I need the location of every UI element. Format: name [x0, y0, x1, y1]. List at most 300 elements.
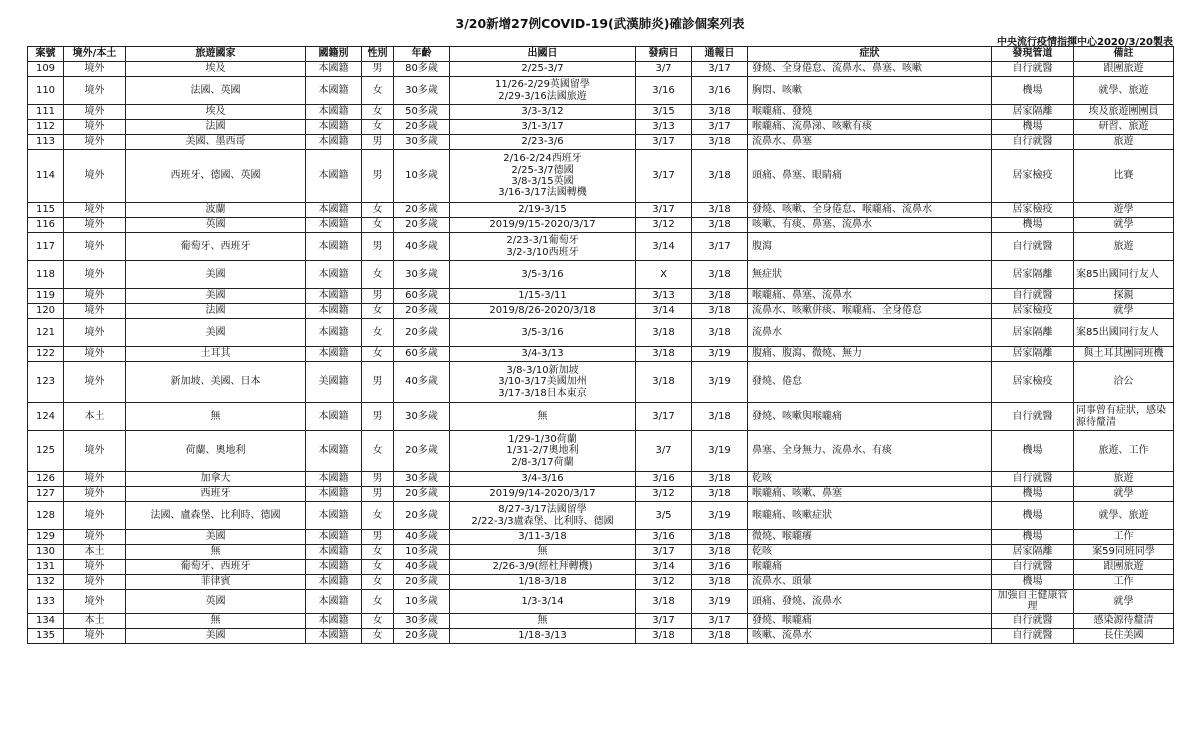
case-type: 境外 — [64, 362, 126, 403]
detection-channel: 機場 — [992, 431, 1074, 472]
onset-date: 3/13 — [636, 289, 692, 304]
case-number: 132 — [28, 575, 64, 590]
onset-date: 3/17 — [636, 135, 692, 150]
symptoms: 胸悶、咳嗽 — [748, 77, 992, 105]
detection-channel: 自行就醫 — [992, 472, 1074, 487]
detection-channel: 居家檢疫 — [992, 203, 1074, 218]
travel-countries: 葡萄牙、西班牙 — [126, 560, 306, 575]
case-number: 111 — [28, 105, 64, 120]
travel-dates: 2019/9/14-2020/3/17 — [450, 487, 636, 502]
nationality: 本國籍 — [306, 77, 362, 105]
remarks: 案85出國同行友人 — [1074, 261, 1174, 289]
table-row — [28, 218, 1174, 233]
table-row — [28, 289, 1174, 304]
case-number: 120 — [28, 304, 64, 319]
report-date: 3/19 — [692, 590, 748, 614]
symptoms: 發燒、喉嚨痛 — [748, 613, 992, 628]
table-source: 中央流行疫情指揮中心2020/3/20製表 — [996, 37, 1173, 48]
detection-channel: 機場 — [992, 218, 1074, 233]
case-number: 133 — [28, 590, 64, 614]
age: 40多歲 — [394, 560, 450, 575]
nationality: 本國籍 — [306, 62, 362, 77]
table-row — [28, 472, 1174, 487]
onset-date: 3/7 — [636, 62, 692, 77]
sex: 女 — [362, 261, 394, 289]
report-date: 3/18 — [692, 472, 748, 487]
case-number: 117 — [28, 233, 64, 261]
travel-dates: 2019/9/15-2020/3/17 — [450, 218, 636, 233]
case-type: 境外 — [64, 289, 126, 304]
sex: 男 — [362, 233, 394, 261]
case-number: 131 — [28, 560, 64, 575]
remarks: 遊學 — [1074, 203, 1174, 218]
case-type: 境外 — [64, 203, 126, 218]
remarks: 就學、旅遊 — [1074, 77, 1174, 105]
detection-channel: 居家檢疫 — [992, 304, 1074, 319]
age: 30多歲 — [394, 403, 450, 431]
travel-dates: 2/19-3/15 — [450, 203, 636, 218]
symptoms: 咳嗽、有痰、鼻塞、流鼻水 — [748, 218, 992, 233]
travel-dates: 3/5-3/16 — [450, 319, 636, 347]
table-row — [28, 62, 1174, 77]
table-row — [28, 233, 1174, 261]
onset-date: 3/17 — [636, 545, 692, 560]
remarks: 與土耳其團同班機 — [1074, 347, 1174, 362]
case-number: 113 — [28, 135, 64, 150]
table-row — [28, 431, 1174, 472]
case-type: 境外 — [64, 261, 126, 289]
table-row — [28, 261, 1174, 289]
case-number: 130 — [28, 545, 64, 560]
symptoms: 無症狀 — [748, 261, 992, 289]
age: 40多歲 — [394, 233, 450, 261]
remarks: 埃及旅遊團團員 — [1074, 105, 1174, 120]
report-date: 3/19 — [692, 362, 748, 403]
symptoms: 流鼻水 — [748, 319, 992, 347]
case-number: 129 — [28, 530, 64, 545]
detection-channel: 居家隔離 — [992, 545, 1074, 560]
onset-date: 3/5 — [636, 502, 692, 530]
remarks: 就學、旅遊 — [1074, 502, 1174, 530]
onset-date: 3/15 — [636, 105, 692, 120]
report-date: 3/18 — [692, 545, 748, 560]
onset-date: 3/17 — [636, 403, 692, 431]
travel-countries: 荷蘭、奧地利 — [126, 431, 306, 472]
symptoms: 發燒、咳嗽與喉嚨痛 — [748, 403, 992, 431]
remarks: 就學 — [1074, 590, 1174, 614]
case-number: 118 — [28, 261, 64, 289]
remarks: 就學 — [1074, 218, 1174, 233]
nationality: 本國籍 — [306, 261, 362, 289]
travel-countries: 新加坡、美國、日本 — [126, 362, 306, 403]
age: 20多歲 — [394, 487, 450, 502]
case-number: 109 — [28, 62, 64, 77]
age: 20多歲 — [394, 120, 450, 135]
table-row — [28, 120, 1174, 135]
sex: 女 — [362, 319, 394, 347]
case-type: 境外 — [64, 530, 126, 545]
sex: 男 — [362, 487, 394, 502]
case-type: 境外 — [64, 575, 126, 590]
travel-dates: 2019/8/26-2020/3/18 — [450, 304, 636, 319]
age: 30多歲 — [394, 135, 450, 150]
nationality: 本國籍 — [306, 545, 362, 560]
symptoms: 流鼻水、頭暈 — [748, 575, 992, 590]
travel-dates: 8/27-3/17法國留學 2/22-3/3盧森堡、比利時、德國 — [450, 502, 636, 530]
case-number: 135 — [28, 628, 64, 643]
symptoms: 流鼻水、咳嗽併痰、喉嚨痛、全身倦怠 — [748, 304, 992, 319]
nationality: 本國籍 — [306, 487, 362, 502]
travel-dates: 3/11-3/18 — [450, 530, 636, 545]
detection-channel: 機場 — [992, 77, 1074, 105]
sex: 女 — [362, 431, 394, 472]
travel-dates: 3/3-3/12 — [450, 105, 636, 120]
report-date: 3/18 — [692, 135, 748, 150]
case-number: 114 — [28, 150, 64, 203]
nationality: 本國籍 — [306, 560, 362, 575]
table-row — [28, 347, 1174, 362]
nationality: 本國籍 — [306, 233, 362, 261]
table-row — [28, 319, 1174, 347]
remarks: 旅遊 — [1074, 233, 1174, 261]
column-header: 出國日 — [450, 47, 636, 62]
age: 30多歲 — [394, 472, 450, 487]
symptoms: 喉嚨痛、流鼻涕、咳嗽有痰 — [748, 120, 992, 135]
age: 20多歲 — [394, 431, 450, 472]
sex: 女 — [362, 304, 394, 319]
symptoms: 微燒、喉嚨癢 — [748, 530, 992, 545]
case-type: 境外 — [64, 560, 126, 575]
case-number: 128 — [28, 502, 64, 530]
nationality: 本國籍 — [306, 289, 362, 304]
column-header: 性別 — [362, 47, 394, 62]
detection-channel: 自行就醫 — [992, 233, 1074, 261]
age: 20多歲 — [394, 628, 450, 643]
age: 60多歲 — [394, 347, 450, 362]
detection-channel: 自行就醫 — [992, 135, 1074, 150]
sex: 女 — [362, 560, 394, 575]
age: 20多歲 — [394, 502, 450, 530]
case-type: 境外 — [64, 487, 126, 502]
sex: 男 — [362, 472, 394, 487]
nationality: 本國籍 — [306, 120, 362, 135]
case-type: 境外 — [64, 233, 126, 261]
travel-dates: 2/23-3/1葡萄牙 3/2-3/10西班牙 — [450, 233, 636, 261]
detection-channel: 機場 — [992, 502, 1074, 530]
case-number: 116 — [28, 218, 64, 233]
case-table — [27, 46, 1174, 644]
travel-countries: 法國 — [126, 120, 306, 135]
symptoms: 鼻塞、全身無力、流鼻水、有痰 — [748, 431, 992, 472]
nationality: 本國籍 — [306, 502, 362, 530]
symptoms: 頭痛、發燒、流鼻水 — [748, 590, 992, 614]
table-row — [28, 502, 1174, 530]
sex: 男 — [362, 403, 394, 431]
age: 10多歲 — [394, 150, 450, 203]
onset-date: 3/18 — [636, 628, 692, 643]
travel-countries: 法國 — [126, 304, 306, 319]
travel-dates: 1/18-3/13 — [450, 628, 636, 643]
remarks: 旅遊 — [1074, 135, 1174, 150]
onset-date: 3/17 — [636, 150, 692, 203]
report-date: 3/18 — [692, 304, 748, 319]
travel-countries: 美國 — [126, 628, 306, 643]
onset-date: 3/17 — [636, 613, 692, 628]
symptoms: 咳嗽、流鼻水 — [748, 628, 992, 643]
header-row — [28, 47, 1174, 62]
age: 30多歲 — [394, 261, 450, 289]
case-type: 境外 — [64, 62, 126, 77]
detection-channel: 自行就醫 — [992, 289, 1074, 304]
travel-countries: 土耳其 — [126, 347, 306, 362]
column-header: 國籍別 — [306, 47, 362, 62]
symptoms: 喉嚨痛、咳嗽症狀 — [748, 502, 992, 530]
travel-countries: 無 — [126, 545, 306, 560]
onset-date: 3/18 — [636, 319, 692, 347]
onset-date: 3/18 — [636, 590, 692, 614]
report-date: 3/18 — [692, 487, 748, 502]
age: 60多歲 — [394, 289, 450, 304]
report-date: 3/17 — [692, 233, 748, 261]
detection-channel: 居家隔離 — [992, 105, 1074, 120]
symptoms: 發燒、全身倦怠、流鼻水、鼻塞、咳嗽 — [748, 62, 992, 77]
remarks: 洽公 — [1074, 362, 1174, 403]
remarks: 長住美國 — [1074, 628, 1174, 643]
remarks: 工作 — [1074, 575, 1174, 590]
travel-countries: 葡萄牙、西班牙 — [126, 233, 306, 261]
report-date: 3/19 — [692, 431, 748, 472]
column-header: 發病日 — [636, 47, 692, 62]
table-row — [28, 362, 1174, 403]
case-type: 境外 — [64, 304, 126, 319]
age: 50多歲 — [394, 105, 450, 120]
sex: 女 — [362, 120, 394, 135]
symptoms: 乾咳 — [748, 472, 992, 487]
travel-countries: 法國、盧森堡、比利時、德國 — [126, 502, 306, 530]
table-row — [28, 575, 1174, 590]
nationality: 本國籍 — [306, 218, 362, 233]
table-row — [28, 150, 1174, 203]
report-date: 3/19 — [692, 502, 748, 530]
detection-channel: 機場 — [992, 120, 1074, 135]
travel-dates: 11/26-2/29英國留學 2/29-3/16法國旅遊 — [450, 77, 636, 105]
report-date: 3/18 — [692, 218, 748, 233]
report-date: 3/19 — [692, 347, 748, 362]
travel-dates: 1/29-1/30荷蘭 1/31-2/7奧地利 2/8-3/17荷蘭 — [450, 431, 636, 472]
case-number: 121 — [28, 319, 64, 347]
remarks: 工作 — [1074, 530, 1174, 545]
sex: 男 — [362, 62, 394, 77]
nationality: 本國籍 — [306, 347, 362, 362]
nationality: 本國籍 — [306, 628, 362, 643]
table-row — [28, 135, 1174, 150]
detection-channel: 居家隔離 — [992, 319, 1074, 347]
table-row — [28, 545, 1174, 560]
onset-date: X — [636, 261, 692, 289]
case-type: 境外 — [64, 472, 126, 487]
case-type: 境外 — [64, 150, 126, 203]
case-type: 境外 — [64, 218, 126, 233]
report-date: 3/18 — [692, 575, 748, 590]
symptoms: 腹痛、腹瀉、微燒、無力 — [748, 347, 992, 362]
sex: 男 — [362, 530, 394, 545]
detection-channel: 自行就醫 — [992, 613, 1074, 628]
report-date: 3/17 — [692, 62, 748, 77]
sex: 女 — [362, 613, 394, 628]
remarks: 研習、旅遊 — [1074, 120, 1174, 135]
travel-countries: 美國 — [126, 289, 306, 304]
sex: 女 — [362, 105, 394, 120]
remarks: 案85出國同行友人 — [1074, 319, 1174, 347]
sex: 女 — [362, 347, 394, 362]
column-header: 備註 — [1074, 47, 1174, 62]
nationality: 本國籍 — [306, 613, 362, 628]
column-header: 發現管道 — [992, 47, 1074, 62]
column-header: 旅遊國家 — [126, 47, 306, 62]
table-row — [28, 613, 1174, 628]
nationality: 本國籍 — [306, 431, 362, 472]
case-type: 境外 — [64, 502, 126, 530]
case-number: 126 — [28, 472, 64, 487]
sex: 女 — [362, 218, 394, 233]
table-row — [28, 403, 1174, 431]
table-row — [28, 304, 1174, 319]
report-date: 3/17 — [692, 613, 748, 628]
nationality: 本國籍 — [306, 403, 362, 431]
case-number: 127 — [28, 487, 64, 502]
remarks: 旅遊 — [1074, 472, 1174, 487]
travel-dates: 3/8-3/10新加坡 3/10-3/17美國加州 3/17-3/18日本東京 — [450, 362, 636, 403]
nationality: 本國籍 — [306, 590, 362, 614]
symptoms: 喉嚨痛、咳嗽、鼻塞 — [748, 487, 992, 502]
travel-countries: 無 — [126, 613, 306, 628]
case-type: 境外 — [64, 431, 126, 472]
remarks: 跟團旅遊 — [1074, 62, 1174, 77]
remarks: 就學 — [1074, 487, 1174, 502]
travel-countries: 英國 — [126, 590, 306, 614]
age: 40多歲 — [394, 530, 450, 545]
travel-dates: 3/1-3/17 — [450, 120, 636, 135]
age: 20多歲 — [394, 304, 450, 319]
onset-date: 3/18 — [636, 347, 692, 362]
report-date: 3/18 — [692, 289, 748, 304]
table-row — [28, 487, 1174, 502]
table-body — [28, 62, 1174, 644]
case-number: 124 — [28, 403, 64, 431]
age: 20多歲 — [394, 203, 450, 218]
travel-dates: 3/4-3/13 — [450, 347, 636, 362]
onset-date: 3/14 — [636, 233, 692, 261]
remarks: 比賽 — [1074, 150, 1174, 203]
report-date: 3/18 — [692, 530, 748, 545]
travel-dates: 1/18-3/18 — [450, 575, 636, 590]
sex: 女 — [362, 203, 394, 218]
report-date: 3/16 — [692, 77, 748, 105]
travel-dates: 1/15-3/11 — [450, 289, 636, 304]
nationality: 本國籍 — [306, 472, 362, 487]
detection-channel: 居家檢疫 — [992, 362, 1074, 403]
sex: 男 — [362, 135, 394, 150]
travel-countries: 英國 — [126, 218, 306, 233]
sex: 女 — [362, 590, 394, 614]
table-row — [28, 77, 1174, 105]
case-type: 境外 — [64, 105, 126, 120]
detection-channel: 自行就醫 — [992, 628, 1074, 643]
travel-dates: 無 — [450, 545, 636, 560]
detection-channel: 機場 — [992, 530, 1074, 545]
onset-date: 3/16 — [636, 472, 692, 487]
travel-countries: 美國 — [126, 319, 306, 347]
table-row — [28, 560, 1174, 575]
symptoms: 頭痛、鼻塞、眼睛痛 — [748, 150, 992, 203]
detection-channel: 居家隔離 — [992, 347, 1074, 362]
case-type: 境外 — [64, 135, 126, 150]
case-type: 境外 — [64, 120, 126, 135]
case-type: 境外 — [64, 77, 126, 105]
report-date: 3/18 — [692, 319, 748, 347]
sex: 女 — [362, 77, 394, 105]
age: 30多歲 — [394, 613, 450, 628]
onset-date: 3/12 — [636, 575, 692, 590]
detection-channel: 居家檢疫 — [992, 150, 1074, 203]
onset-date: 3/13 — [636, 120, 692, 135]
onset-date: 3/7 — [636, 431, 692, 472]
symptoms: 喉嚨痛、發燒 — [748, 105, 992, 120]
nationality: 本國籍 — [306, 203, 362, 218]
age: 20多歲 — [394, 575, 450, 590]
symptoms: 發燒、倦怠 — [748, 362, 992, 403]
case-type: 本土 — [64, 403, 126, 431]
remarks: 案59同班同學 — [1074, 545, 1174, 560]
nationality: 本國籍 — [306, 304, 362, 319]
report-date: 3/18 — [692, 150, 748, 203]
case-number: 134 — [28, 613, 64, 628]
detection-channel: 加強自主健康管理 — [992, 590, 1074, 614]
report-date: 3/17 — [692, 120, 748, 135]
age: 80多歲 — [394, 62, 450, 77]
table-row — [28, 105, 1174, 120]
travel-countries: 法國、英國 — [126, 77, 306, 105]
sex: 男 — [362, 289, 394, 304]
travel-countries: 埃及 — [126, 105, 306, 120]
remarks: 同事曾有症狀，感染源待釐清 — [1074, 403, 1174, 431]
table-row — [28, 628, 1174, 643]
onset-date: 3/12 — [636, 218, 692, 233]
travel-countries: 美國、墨西哥 — [126, 135, 306, 150]
nationality: 本國籍 — [306, 150, 362, 203]
table-row — [28, 590, 1174, 614]
travel-countries: 波蘭 — [126, 203, 306, 218]
sex: 男 — [362, 362, 394, 403]
travel-countries: 無 — [126, 403, 306, 431]
remarks: 探親 — [1074, 289, 1174, 304]
column-header: 年齡 — [394, 47, 450, 62]
age: 10多歲 — [394, 545, 450, 560]
case-type: 境外 — [64, 319, 126, 347]
detection-channel: 機場 — [992, 487, 1074, 502]
age: 40多歲 — [394, 362, 450, 403]
travel-countries: 西班牙 — [126, 487, 306, 502]
report-date: 3/16 — [692, 560, 748, 575]
onset-date: 3/16 — [636, 77, 692, 105]
column-header: 症狀 — [748, 47, 992, 62]
travel-dates: 2/25-3/7 — [450, 62, 636, 77]
column-header: 通報日 — [692, 47, 748, 62]
onset-date: 3/14 — [636, 560, 692, 575]
travel-dates: 1/3-3/14 — [450, 590, 636, 614]
case-type: 本土 — [64, 613, 126, 628]
sex: 男 — [362, 150, 394, 203]
